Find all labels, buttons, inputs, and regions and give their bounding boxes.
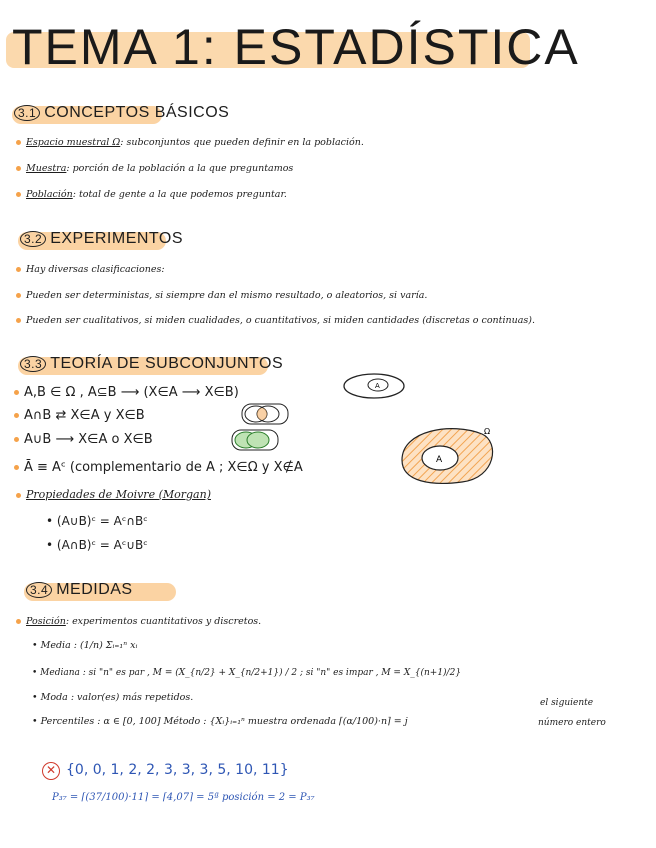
bullet-icon [16, 619, 21, 624]
properties-label [16, 488, 211, 501]
side-note: el siguiente [540, 698, 594, 708]
list-item [16, 290, 427, 301]
section-number: 3.4 [26, 582, 52, 598]
formula-line [14, 408, 145, 423]
intersection-venn-diagram [236, 402, 292, 426]
percentiles-line: • Percentiles : α ∈ [0, 100] Método : {Xᵢ}ᵢ₌₁ⁿ muestra ordenada ⌈(α/100)·n⌉ = j [32, 716, 408, 727]
bullet-icon [16, 493, 21, 498]
list-item [16, 189, 287, 200]
formula-line [14, 385, 239, 400]
side-note: número entero [538, 718, 606, 728]
bullet-icon [14, 413, 19, 418]
bullet-icon [16, 192, 21, 197]
example-calculation: P₃₇ = ⌈(37/100)·11⌉ = ⌈4,07⌉ = 5ª posición = 2 = P₃₇ [52, 792, 315, 803]
section-number: 3.3 [20, 356, 46, 372]
formula-line: • (A∩B)ᶜ = Aᶜ∪Bᶜ [46, 538, 148, 552]
union-venn-diagram [226, 428, 282, 452]
section-title: TEORÍA DE SUBCONJUNTOS [50, 355, 284, 372]
definition: : experimentos cuantitativos y discretos. [65, 616, 262, 627]
bullet-icon [16, 267, 21, 272]
section-heading-experimentos [20, 230, 183, 248]
section-heading-subconjuntos [20, 355, 283, 373]
formula-text: Ā ≡ Aᶜ (complementario de A ; X∈Ω y X∉A [24, 460, 303, 475]
list-item [16, 163, 293, 174]
x-mark-icon: ✕ [42, 762, 60, 780]
formula-text: A,B ∈ Ω , A⊆B ⟶ (X∈A ⟶ X∈B) [24, 385, 239, 400]
bullet-icon [16, 166, 21, 171]
formula-line [14, 460, 303, 475]
item-text: Pueden ser deterministas, si siempre dan el mismo resultado, o aleatorios, si varía. [26, 290, 428, 301]
definition: : porción de la población a la que preguntamos [66, 163, 294, 174]
bullet-icon [14, 390, 19, 395]
term: Población [26, 189, 73, 200]
section-title: CONCEPTOS BÁSICOS [44, 104, 230, 121]
section-title: EXPERIMENTOS [50, 230, 184, 247]
venn-label-a: A [436, 455, 443, 465]
formula-line [14, 432, 153, 447]
item-text: Hay diversas clasificaciones: [26, 264, 165, 275]
definition: : total de gente a la que podemos preguntar. [72, 189, 287, 200]
subset-venn-diagram [340, 370, 410, 402]
bullet-icon [16, 140, 21, 145]
example-set [42, 762, 289, 780]
term: Posición [26, 616, 66, 627]
omega-label: Ω [484, 427, 491, 436]
section-title: MEDIDAS [56, 581, 133, 598]
definition: : subconjuntos que pueden definir en la población. [120, 137, 364, 148]
section-number: 3.1 [14, 105, 40, 121]
list-item [16, 315, 535, 326]
section-heading-conceptos [14, 104, 229, 122]
list-item [16, 264, 165, 275]
venn-label-a: A [375, 382, 380, 390]
complement-venn-diagram [392, 420, 502, 490]
page-title: TEMA 1: ESTADÍSTICA [12, 19, 580, 75]
list-item [16, 137, 364, 148]
bullet-icon [14, 437, 19, 442]
bullet-icon [14, 465, 19, 470]
example-set-text: {0, 0, 1, 2, 2, 3, 3, 3, 5, 10, 11} [66, 762, 289, 778]
term: Muestra [26, 163, 67, 174]
bullet-icon [16, 318, 21, 323]
media-line: • Media : (1/n) Σᵢ₌₁ⁿ xᵢ [32, 640, 138, 651]
list-item [16, 616, 261, 627]
mediana-line: • Mediana : si "n" es par , M = (X_{n/2} + X_{n/2+1}) / 2 ; si "n" es impar , M = X_{(n+1)/2} [32, 668, 462, 678]
moda-line: • Moda : valor(es) más repetidos. [32, 692, 194, 703]
formula-text: A∪B ⟶ X∈A o X∈B [24, 432, 153, 447]
formula-line: • (A∪B)ᶜ = Aᶜ∩Bᶜ [46, 514, 148, 528]
item-text: Pueden ser cualitativos, si miden cualidades, o cuantitativos, si miden cantidades (discretas o continuas). [26, 315, 536, 326]
section-heading-medidas [26, 581, 133, 599]
bullet-icon [16, 293, 21, 298]
properties-text: Propiedades de Moivre (Morgan) [26, 488, 211, 501]
formula-text: A∩B ⇄ X∈A y X∈B [24, 408, 145, 423]
section-number: 3.2 [20, 231, 46, 247]
term: Espacio muestral Ω [26, 137, 121, 148]
